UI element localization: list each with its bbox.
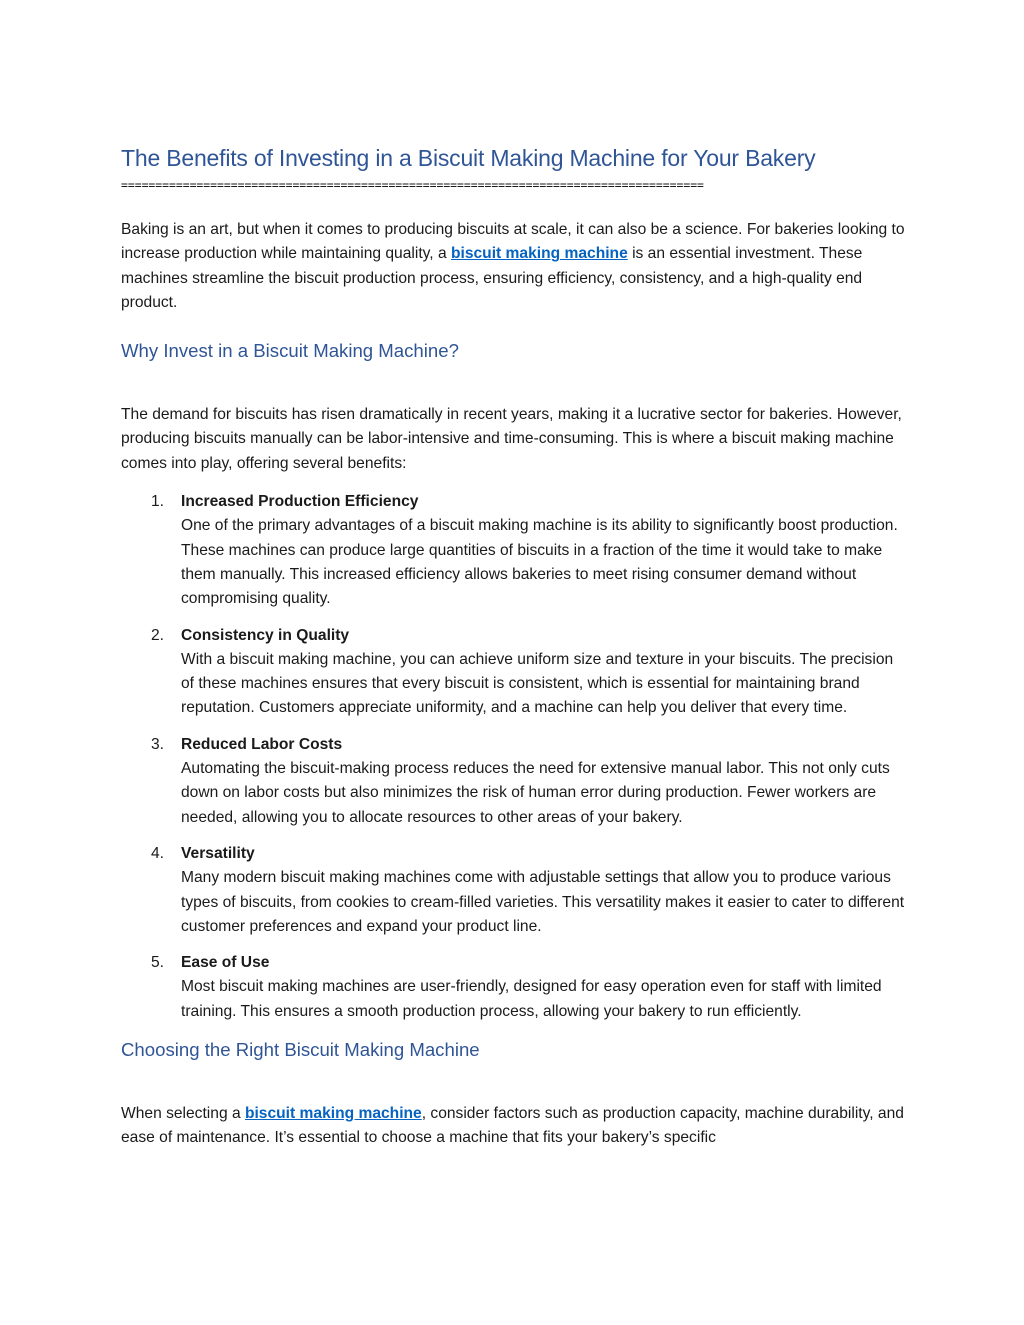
list-item-title: Versatility <box>181 844 255 862</box>
list-item <box>121 951 906 1024</box>
list-item-body: Automating the biscuit-making process reduces the need for extensive manual labor. This not only cuts down on labor costs but also minimizes the risk of human error during production. Fewer workers are needed, allowing you to allocate resources to other areas of your bakery. <box>181 760 890 826</box>
section-heading-choosing: Choosing the Right Biscuit Making Machine <box>121 1039 480 1061</box>
choosing-text-after-link: , consider factors such as production capacity, machine durability, and ease of maintenance. It’s essential to choose a machine that fits your bakery’s specific <box>121 1105 904 1147</box>
list-item-title: Ease of Use <box>181 954 270 972</box>
biscuit-machine-link-intro[interactable]: biscuit making machine <box>450 245 628 263</box>
list-item-title: Consistency in Quality <box>181 626 350 644</box>
document-page <box>121 140 906 1151</box>
list-item <box>121 490 906 611</box>
document-title: The Benefits of Investing in a Biscuit Making Machine for Your Bakery <box>121 145 816 171</box>
list-item <box>121 842 906 939</box>
list-item-number: 2. <box>151 626 165 644</box>
list-item-body: With a biscuit making machine, you can achieve uniform size and texture in your biscuits. The precision of these machines ensures that every biscuit is consistent, which is essential for maintaining brand reputation. Customers appreciate uniformity, and a machine can help you deliver that every time. <box>181 650 894 717</box>
benefits-list <box>121 490 906 1024</box>
list-item-number: 1. <box>151 493 165 511</box>
intro-text-before-link: Baking is an art, but when it comes to producing biscuits at scale, it can also be a science. For bakeries looking to increase production while maintaining quality, a <box>121 221 905 263</box>
list-item-title: Reduced Labor Costs <box>181 735 343 753</box>
intro-text-after-link: is an essential investment. These machines streamline the biscuit production process, ensuring efficiency, consistency, and a high-quality end product. <box>121 245 863 311</box>
intro-paragraph <box>121 218 906 315</box>
list-item-number: 5. <box>151 954 165 972</box>
list-item-number: 3. <box>151 735 165 753</box>
why-invest-paragraph: The demand for biscuits has risen dramatically in recent years, making it a lucrative sector for bakeries. However, producing biscuits manually can be labor-intensive and time-consuming. This is where a biscuit making machine comes into play, offering several benefits: <box>121 406 902 472</box>
list-item-body: Many modern biscuit making machines come with adjustable settings that allow you to produce various types of biscuits, from cookies to cream-filled varieties. This versatility makes it easier to cater to different customer preferences and expand your product line. <box>181 869 905 935</box>
biscuit-machine-link-choosing[interactable]: biscuit making machine <box>244 1105 422 1123</box>
list-item <box>121 624 906 721</box>
title-underline-rule: ===================================================================================== <box>121 178 704 192</box>
list-item-title: Increased Production Efficiency <box>181 493 419 511</box>
choosing-text-before-link: When selecting a <box>121 1105 245 1123</box>
choosing-paragraph <box>121 1102 906 1151</box>
list-item-body: One of the primary advantages of a biscuit making machine is its ability to significantly boost production. These machines can produce large quantities of biscuits in a fraction of the time it would take to make them manually. This increased efficiency allows bakeries to meet rising consumer demand without compromising quality. <box>181 517 898 608</box>
list-item <box>121 733 906 830</box>
list-item-number: 4. <box>151 844 165 862</box>
section-heading-why-invest: Why Invest in a Biscuit Making Machine? <box>121 340 459 362</box>
list-item-body: Most biscuit making machines are user-friendly, designed for easy operation even for staff with limited training. This ensures a smooth production process, allowing your bakery to run efficiently. <box>181 978 882 1020</box>
